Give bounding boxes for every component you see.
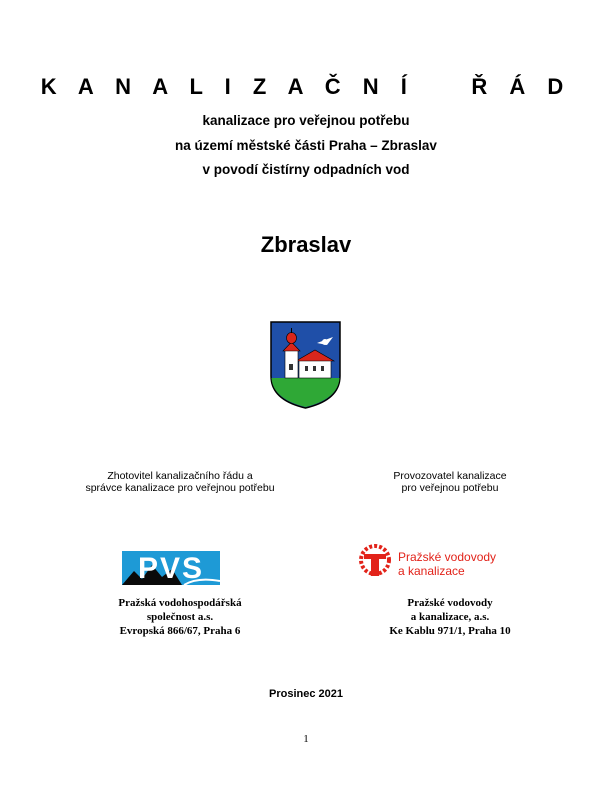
operator-company-line-1: Pražské vodovody bbox=[407, 597, 493, 609]
author-company-line-1: Pražská vodohospodářská bbox=[118, 597, 242, 609]
document-title: K A N A L I Z A Č N Í Ř Á D bbox=[40, 74, 572, 99]
author-company-block bbox=[70, 596, 290, 638]
subtitle-line-1: kanalizace pro veřejnou potřebu bbox=[202, 113, 410, 128]
operator-role-line-2: pro veřejnou potřebu bbox=[401, 482, 499, 494]
author-role-text bbox=[50, 470, 310, 494]
pvs-logo bbox=[122, 547, 220, 591]
pvk-logo-line-2: a kanalizace bbox=[398, 564, 465, 578]
author-role-line-1: Zhotovitel kanalizačního řádu a bbox=[107, 470, 253, 482]
subtitle-line-2: na území městské části Praha – Zbraslav bbox=[175, 138, 437, 153]
page-number: 1 bbox=[303, 733, 309, 745]
operator-company-line-2: a kanalizace, a.s. bbox=[410, 611, 490, 623]
author-company-address: Evropská 866/67, Praha 6 bbox=[119, 625, 241, 637]
locality-heading: Zbraslav bbox=[260, 232, 352, 257]
author-role-line-2: správce kanalizace pro veřejnou potřebu bbox=[85, 482, 275, 494]
coat-of-arms-image bbox=[269, 320, 342, 410]
operator-role-line-1: Provozovatel kanalizace bbox=[393, 470, 507, 482]
document-date: Prosinec 2021 bbox=[269, 688, 343, 700]
pvk-emblem-icon bbox=[358, 543, 392, 579]
pvk-logo-line-1: Pražské vodovody bbox=[398, 550, 497, 564]
pvk-logo bbox=[358, 541, 508, 581]
operator-role-text bbox=[340, 470, 560, 494]
subtitle-line-3: v povodí čistírny odpadních vod bbox=[202, 162, 410, 177]
pvs-logo-text: PVS bbox=[137, 552, 205, 585]
operator-company-block bbox=[340, 596, 560, 638]
author-company-line-2: společnost a.s. bbox=[146, 611, 214, 623]
operator-company-address: Ke Kablu 971/1, Praha 10 bbox=[389, 625, 511, 637]
